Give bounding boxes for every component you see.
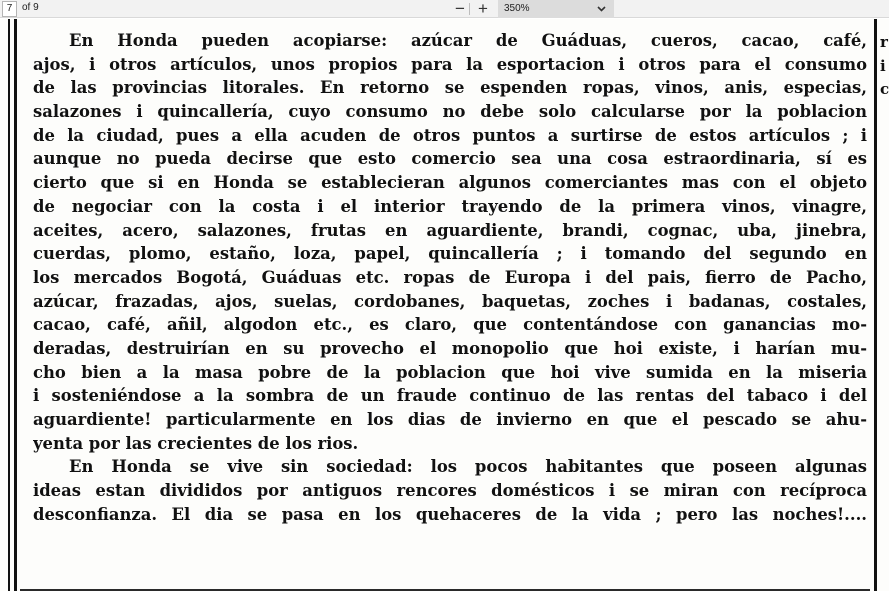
text-line: aunque no pueda decirse que esto comercio sea una cosa estraordinaria, sí es <box>33 149 867 169</box>
minus-icon: − <box>455 0 465 18</box>
text-line: En Honda se vive sin sociedad: los pocos habitantes que poseen algunas <box>69 457 867 477</box>
toolbar-divider <box>469 3 470 15</box>
page-number-input[interactable]: 7 <box>2 1 17 17</box>
text-line: los mercados Bogotá, Guáduas etc. ropas de Europa i del pais, fierro de Pacho, <box>33 267 867 287</box>
page-total-label: of 9 <box>22 2 39 13</box>
zoom-in-button[interactable] <box>474 0 492 18</box>
text-line: de la ciudad, pues a ella acuden de otros puntos a surtirse de estos artículos ; i <box>33 125 867 145</box>
adjacent-column-fragment <box>880 31 889 102</box>
text-line: En Honda pueden acopiarse: azúcar de Guáduas, cueros, cacao, café, <box>69 31 867 50</box>
text-column <box>33 29 867 526</box>
zoom-level-select[interactable] <box>498 0 614 18</box>
text-line: deradas, destruirían en su provecho el monopolio que hoi existe, i harían mu- <box>33 338 867 358</box>
text-line: cierto que si en Honda se establecieran algunos comerciantes mas con el objeto <box>33 173 867 193</box>
column-rule-right <box>874 19 877 591</box>
column-rule-outer <box>8 19 10 591</box>
text-line: desconfianza. El dia se pasa en los quehaceres de la vida ; pero las noches!.... <box>33 504 867 524</box>
text-line: ajos, i otros artículos, unos propios para la esportacion i otros para el consumo <box>33 54 867 74</box>
pdf-toolbar <box>0 0 889 18</box>
text-line: aguardiente! particularmente en los dias de invierno en que el pescado se ahu- <box>33 410 867 429</box>
margin-letter: i <box>880 56 886 75</box>
text-line: i sosteniéndose a la sombra de un fraude continuo de las rentas del tabaco i del <box>33 386 867 406</box>
text-line: salazones i quincallería, cuyo consumo no debe solo calcularse por la poblacion <box>33 102 867 122</box>
text-line: cho bien a la masa pobre de la poblacion que hoi vive sumida en la miseria <box>33 362 867 382</box>
plus-icon: + <box>478 0 488 18</box>
text-line: ideas estan divididos por antiguos rencores domésticos i se miran con recíproca <box>33 481 867 501</box>
text-line: aceites, acero, salazones, frutas en aguardiente, brandi, cognac, uba, jinebra, <box>33 220 867 240</box>
margin-letter: c <box>880 80 889 99</box>
text-line: cuerdas, plomo, estaño, loza, papel, quincallería ; i tomando del segundo en <box>33 244 867 264</box>
text-line: de negociar con la costa i el interior trayendo de la primera vinos, vinagre, <box>33 196 867 216</box>
margin-letter: r <box>880 33 888 51</box>
column-rule-inner <box>14 19 17 591</box>
text-line: de las provincias litorales. En retorno se espenden ropas, vinos, anis, especias, <box>33 78 867 98</box>
text-line: yenta por las crecientes de los rios. <box>33 433 359 453</box>
text-line: cacao, café, añil, algodon etc., es claro, que contentándose con ganancias mo- <box>33 315 867 335</box>
document-page <box>0 19 889 591</box>
zoom-level-value: 350% <box>504 3 530 14</box>
chevron-down-icon <box>597 6 606 12</box>
zoom-out-button[interactable] <box>451 0 469 18</box>
text-line: azúcar, frazadas, ajos, suelas, cordobanes, baquetas, zoches i badanas, costales, <box>33 291 867 311</box>
